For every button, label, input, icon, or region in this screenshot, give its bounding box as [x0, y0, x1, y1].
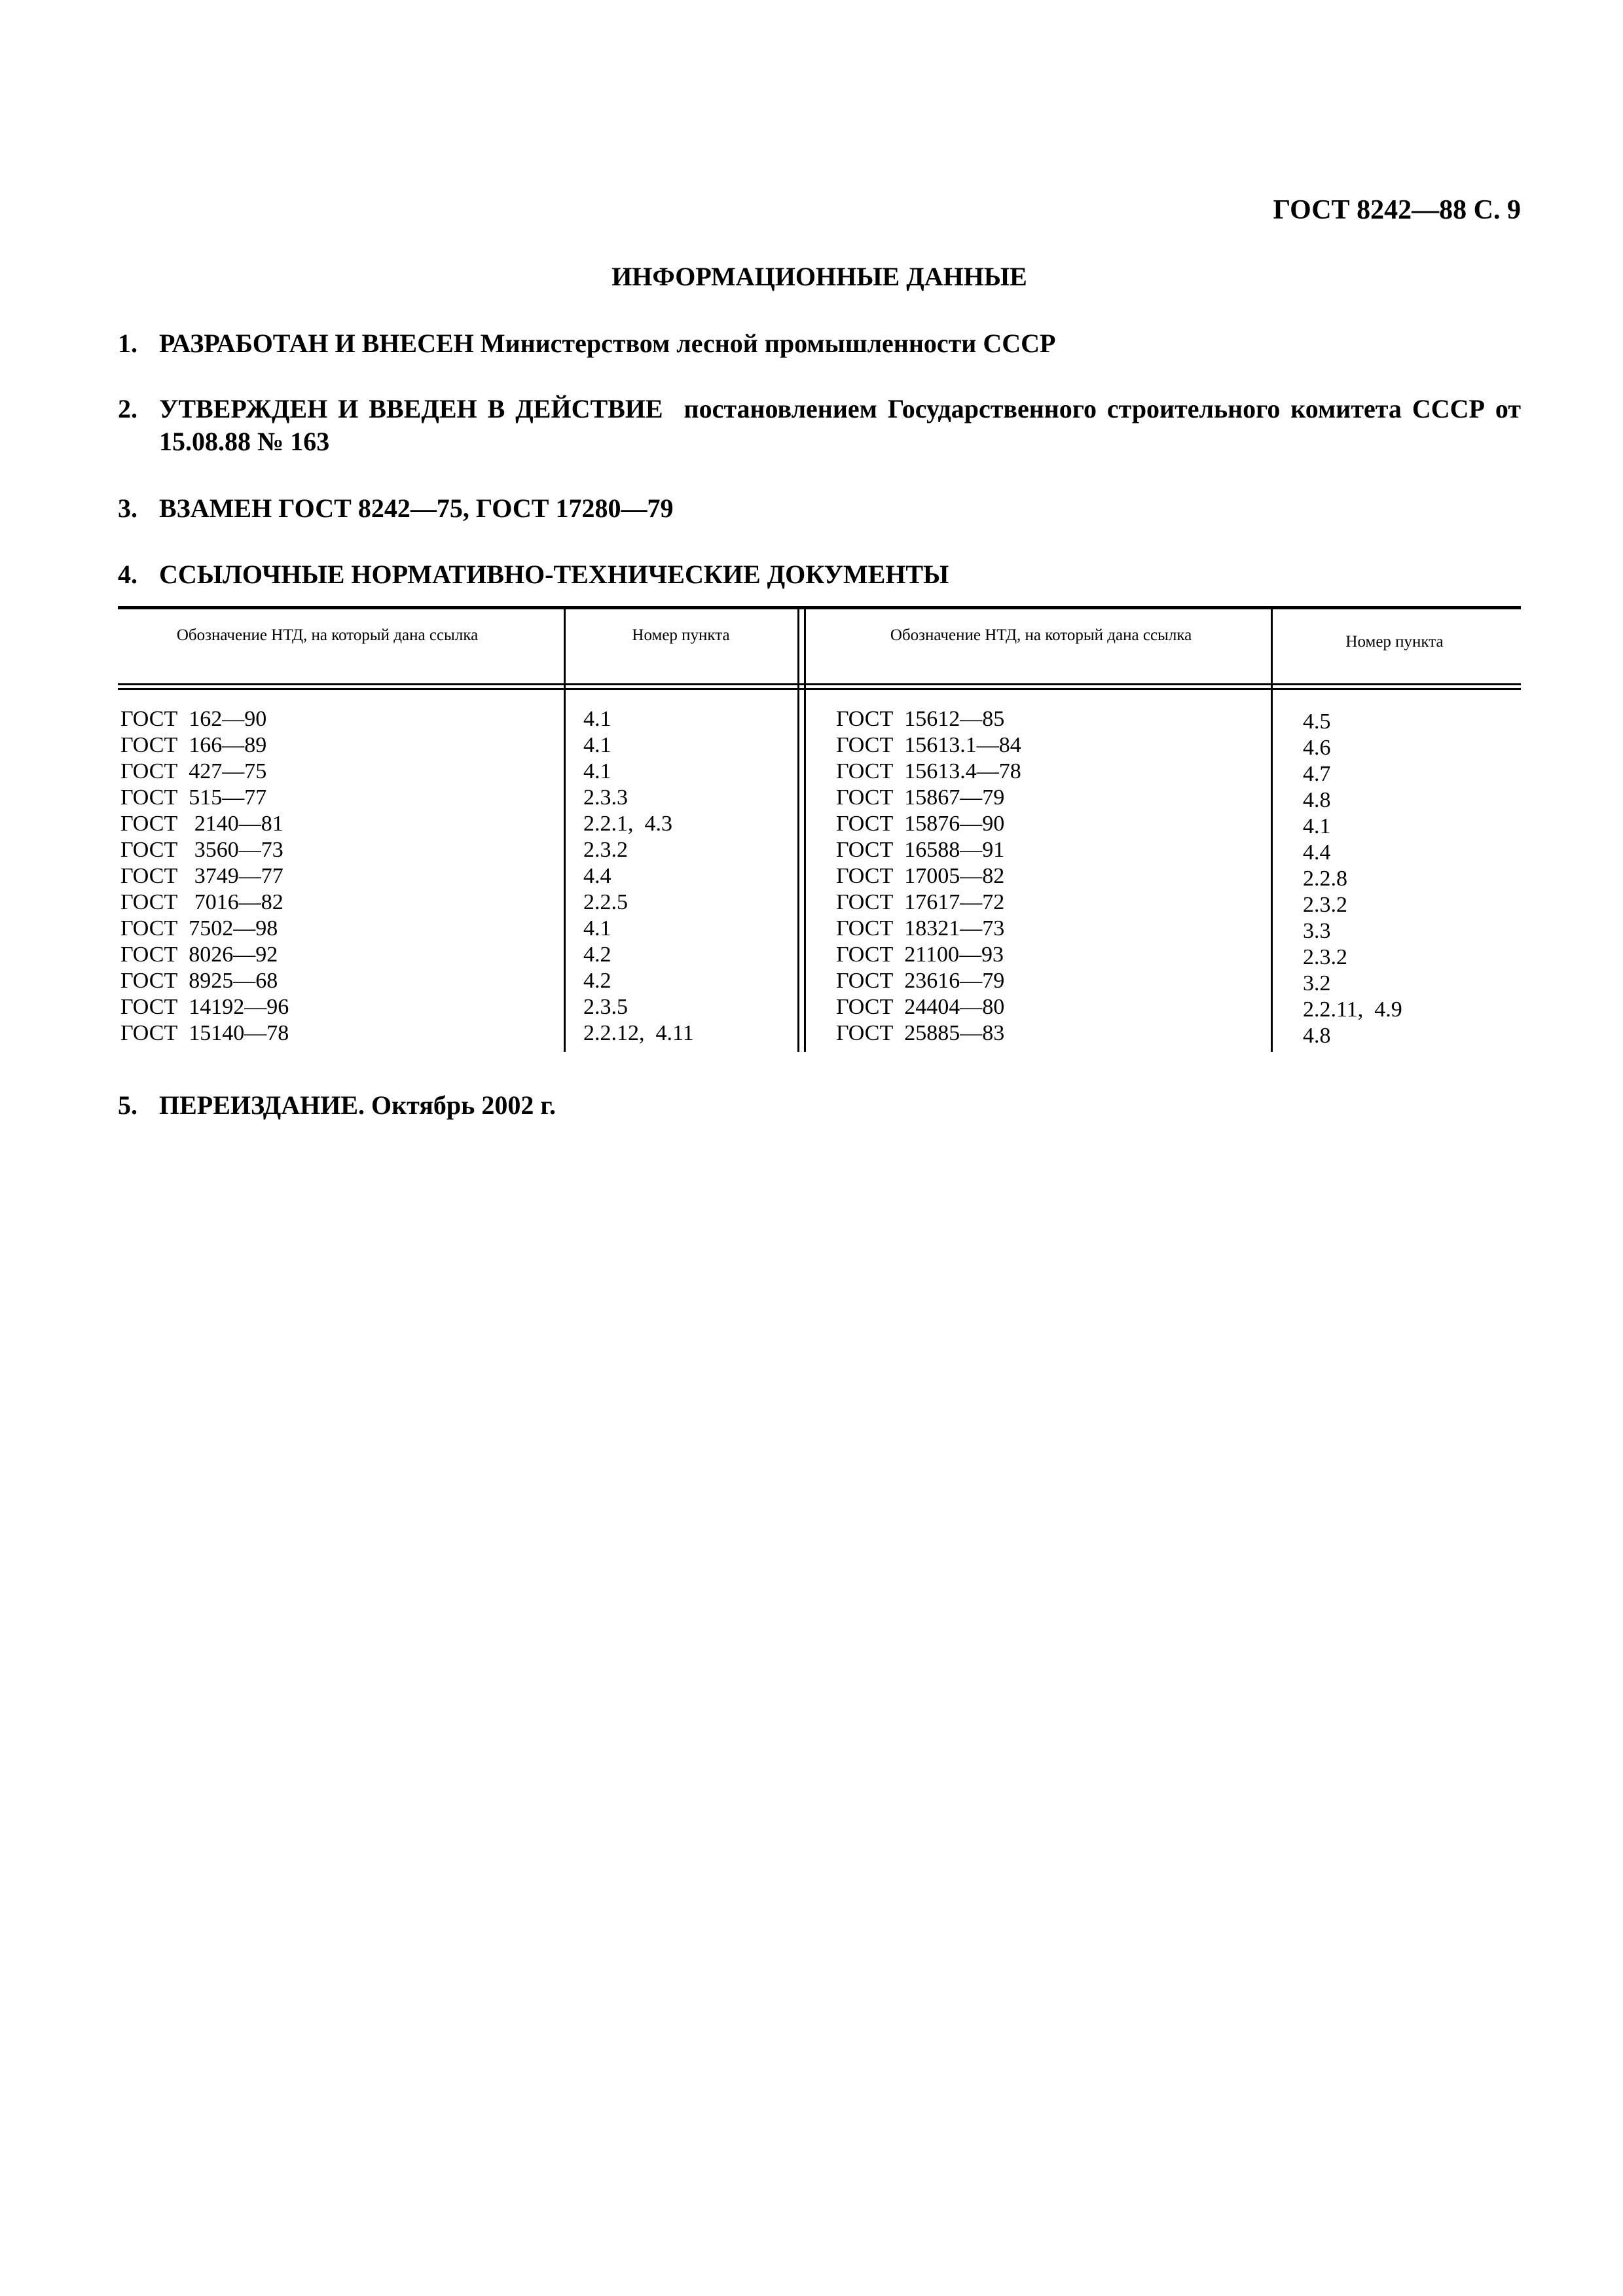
table-cell-clause: 3.3: [1303, 919, 1331, 943]
item-number: 1.: [118, 329, 137, 358]
table-cell-clause: 2.3.5: [583, 995, 628, 1019]
left-doc-column: [120, 706, 289, 1047]
item-number: 3.: [118, 493, 137, 523]
table-cell-doc: ГОСТ 17617—72: [836, 890, 1005, 914]
info-item-2: [118, 393, 1527, 458]
table-cell-doc: ГОСТ 427—75: [120, 759, 267, 783]
table-cell-doc: ГОСТ 3560—73: [120, 838, 283, 862]
table-cell-doc: ГОСТ 15867—79: [836, 785, 1005, 810]
table-cell-doc: ГОСТ 24404—80: [836, 995, 1005, 1019]
table-cell-doc: ГОСТ 7016—82: [120, 890, 283, 914]
table-cell-clause: 2.2.5: [583, 890, 628, 914]
table-cell-clause: 4.1: [1303, 814, 1331, 838]
table-cell-clause: 4.6: [1303, 736, 1331, 760]
info-item-1: [118, 327, 1521, 360]
table-cell-clause: 4.8: [1303, 788, 1331, 812]
header-ntd-left: Обозначение НТД, на который дана ссылка: [176, 626, 479, 644]
item-heading: ССЫЛОЧНЫЕ НОРМАТИВНО-ТЕХНИЧЕСКИЕ ДОКУМЕНТЫ: [159, 560, 949, 589]
item-text: постановлением Государственного строительного комитета СССР от 15.08.88 № 163: [159, 394, 1527, 456]
info-item-3: [118, 492, 1521, 525]
table-cell-doc: ГОСТ 21100—93: [836, 942, 1004, 967]
table-cell-doc: ГОСТ 18321—73: [836, 916, 1005, 941]
table-cell-clause: 4.4: [583, 864, 611, 888]
table-cell-clause: 2.3.2: [1303, 893, 1347, 917]
table-cell-clause: 4.1: [583, 707, 611, 731]
item-number: 2.: [118, 394, 137, 423]
table-cell-clause: 4.1: [583, 759, 611, 783]
item-number: 4.: [118, 560, 137, 589]
header-clause-right: Номер пункта: [1345, 633, 1444, 651]
table-cell-doc: ГОСТ 2140—81: [120, 812, 283, 836]
table-cell-doc: ГОСТ 3749—77: [120, 864, 283, 888]
table-cell-clause: 4.2: [583, 942, 611, 967]
table-cell-clause: 4.8: [1303, 1024, 1331, 1048]
column-divider: [564, 609, 566, 1052]
table-cell-doc: ГОСТ 7502—98: [120, 916, 278, 941]
table-cell-clause: 4.2: [583, 969, 611, 993]
header-ntd-right: Обозначение НТД, на который дана ссылка: [890, 626, 1192, 644]
left-clause-column: [583, 706, 694, 1047]
table-cell-clause: 2.2.12, 4.11: [583, 1021, 694, 1045]
table-cell-clause: 2.2.8: [1303, 867, 1347, 891]
table-cell-doc: ГОСТ 166—89: [120, 733, 267, 757]
table-cell-clause: 2.3.2: [583, 838, 628, 862]
table-cell-doc: ГОСТ 162—90: [120, 707, 267, 731]
table-cell-doc: ГОСТ 25885—83: [836, 1021, 1005, 1045]
table-cell-doc: ГОСТ 15613.1—84: [836, 733, 1021, 757]
item-heading: ПЕРЕИЗДАНИЕ. Октябрь 2002 г.: [159, 1090, 556, 1120]
item-heading: УТВЕРЖДЕН И ВВЕДЕН В ДЕЙСТВИЕ: [159, 394, 663, 423]
table-cell-doc: ГОСТ 8026—92: [120, 942, 278, 967]
table-cell-doc: ГОСТ 14192—96: [120, 995, 289, 1019]
table-cell-clause: 4.1: [583, 916, 611, 941]
table-cell-doc: ГОСТ 17005—82: [836, 864, 1005, 888]
right-doc-column: [836, 706, 1021, 1047]
column-divider-double: [797, 609, 799, 1052]
document-title: ИНФОРМАЦИОННЫЕ ДАННЫЕ: [611, 262, 1027, 291]
table-cell-doc: ГОСТ 15140—78: [120, 1021, 289, 1045]
item-heading: ВЗАМЕН ГОСТ 8242—75, ГОСТ 17280—79: [159, 493, 674, 523]
table-cell-clause: 2.2.1, 4.3: [583, 812, 672, 836]
info-item-4: [118, 558, 1521, 591]
table-cell-clause: 2.3.3: [583, 785, 628, 810]
table-cell-clause: 4.5: [1303, 709, 1331, 734]
table-cell-doc: ГОСТ 515—77: [120, 785, 267, 810]
table-cell-doc: ГОСТ 15613.4—78: [836, 759, 1021, 783]
header-clause-left: Номер пункта: [632, 626, 730, 644]
table-cell-clause: 3.2: [1303, 971, 1331, 996]
table-cell-doc: ГОСТ 8925—68: [120, 969, 278, 993]
table-cell-clause: 4.1: [583, 733, 611, 757]
header-double-rule: [118, 683, 1521, 690]
table-cell-clause: 4.7: [1303, 762, 1331, 786]
right-clause-column: [1303, 709, 1402, 1049]
item-text: Министерством лесной промышленности СССР: [473, 329, 1056, 358]
item-number: 5.: [118, 1090, 137, 1120]
table-cell-doc: ГОСТ 23616—79: [836, 969, 1005, 993]
reference-documents-table: [118, 606, 1521, 1052]
table-cell-doc: ГОСТ 15612—85: [836, 707, 1005, 731]
info-item-5: [118, 1089, 1521, 1122]
column-divider-double: [804, 609, 806, 1052]
table-cell-clause: 2.3.2: [1303, 945, 1347, 969]
table-cell-doc: ГОСТ 16588—91: [836, 838, 1005, 862]
page-header: ГОСТ 8242—88 С. 9: [1273, 195, 1521, 225]
table-cell-clause: 2.2.11, 4.9: [1303, 997, 1402, 1022]
column-divider: [1271, 609, 1273, 1052]
table-cell-doc: ГОСТ 15876—90: [836, 812, 1005, 836]
item-heading: РАЗРАБОТАН И ВНЕСЕН: [159, 329, 474, 358]
table-cell-clause: 4.4: [1303, 840, 1331, 865]
